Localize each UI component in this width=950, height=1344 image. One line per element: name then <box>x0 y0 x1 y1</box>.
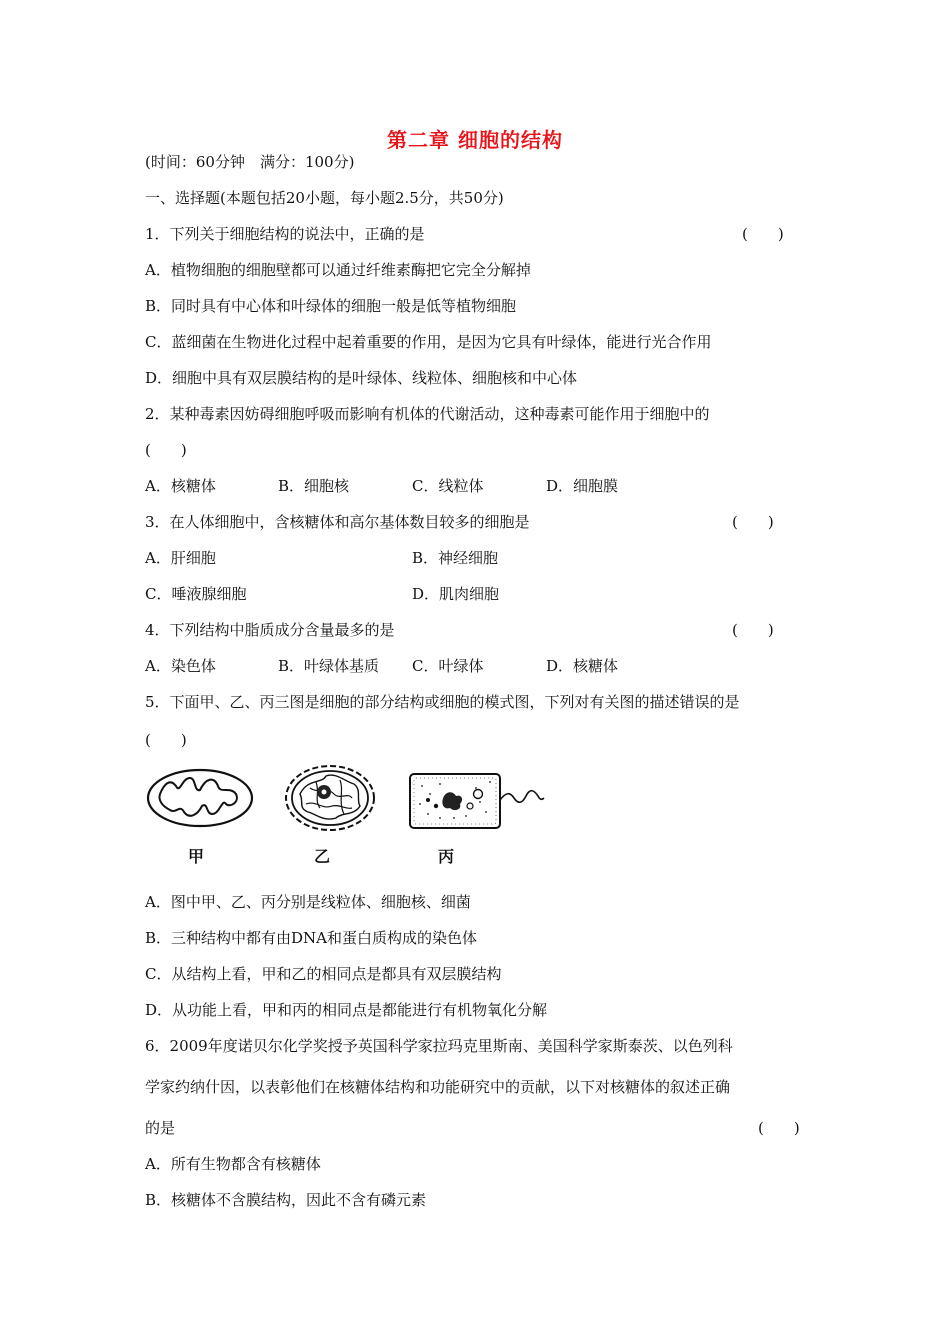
question-4-stem: 4．下列结构中脂质成分含量最多的是 <box>145 621 395 639</box>
figure-label-jia: 甲 <box>188 847 205 866</box>
question-3-option-b: B．神经细胞 <box>412 549 499 567</box>
question-3-option-a: A．肝细胞 <box>145 549 216 567</box>
question-5-option-a: A．图中甲、乙、丙分别是线粒体、细胞核、细菌 <box>145 893 471 911</box>
question-1-option-b: B．同时具有中心体和叶绿体的细胞一般是低等植物细胞 <box>145 297 517 315</box>
question-1-option-c: C．蓝细菌在生物进化过程中起着重要的作用，是因为它具有叶绿体，能进行光合作用 <box>145 333 712 351</box>
exam-meta: (时间：60分钟 满分：100分) <box>145 153 355 171</box>
question-3-option-c: C．唾液腺细胞 <box>145 585 247 603</box>
question-2-option-c: C．线粒体 <box>412 477 484 495</box>
question-2-stem: 2．某种毒素因妨碍细胞呼吸而影响有机体的代谢活动，这种毒素可能作用于细胞中的 <box>145 405 710 423</box>
question-5-option-d: D．从功能上看，甲和丙的相同点是都能进行有机物氧化分解 <box>145 1001 548 1019</box>
bacterium-drawing <box>410 774 544 828</box>
question-3-option-d: D．肌肉细胞 <box>412 585 500 603</box>
question-6-option-b: B．核糖体不含膜结构，因此不含有磷元素 <box>145 1191 427 1209</box>
nucleus-drawing <box>286 766 374 830</box>
question-4-option-b: B．叶绿体基质 <box>278 657 380 675</box>
question-5-option-b: B．三种结构中都有由DNA和蛋白质构成的染色体 <box>145 929 478 947</box>
answer-bracket: ( ) <box>732 513 774 531</box>
question-2-option-b: B．细胞核 <box>278 477 350 495</box>
answer-bracket: ( ) <box>758 1119 800 1137</box>
question-3-stem: 3．在人体细胞中，含核糖体和高尔基体数目较多的细胞是 <box>145 513 530 531</box>
figure-label-bing: 丙 <box>438 847 455 866</box>
cell-structure-figure <box>140 764 560 870</box>
page-title: 第二章 细胞的结构 <box>387 128 563 152</box>
answer-bracket: ( ) <box>145 731 187 749</box>
question-1-option-a: A．植物细胞的细胞壁都可以通过纤维素酶把它完全分解掉 <box>145 261 531 279</box>
answer-bracket: ( ) <box>732 621 774 639</box>
question-2-option-d: D．细胞膜 <box>546 477 619 495</box>
question-1-option-d: D．细胞中具有双层膜结构的是叶绿体、线粒体、细胞核和中心体 <box>145 369 578 387</box>
question-5-option-c: C．从结构上看，甲和乙的相同点是都具有双层膜结构 <box>145 965 502 983</box>
question-2-option-a: A．核糖体 <box>145 477 216 495</box>
question-6-stem-line-3: 的是 <box>145 1119 176 1137</box>
figure-label-yi: 乙 <box>314 847 331 866</box>
section-heading: 一、选择题(本题包括20小题，每小题2.5分，共50分) <box>145 189 504 207</box>
mitochondrion-drawing <box>148 770 252 826</box>
question-6-stem-line-2: 学家约纳什因，以表彰他们在核糖体结构和功能研究中的贡献，以下对核糖体的叙述正确 <box>145 1078 731 1096</box>
question-4-option-c: C．叶绿体 <box>412 657 484 675</box>
question-6-option-a: A．所有生物都含有核糖体 <box>145 1155 321 1173</box>
question-6-stem-line-1: 6．2009年度诺贝尔化学奖授予英国科学家拉玛克里斯南、美国科学家斯泰茨、以色列科 <box>145 1037 733 1055</box>
question-5-stem: 5．下面甲、乙、丙三图是细胞的部分结构或细胞的模式图，下列对有关图的描述错误的是 <box>145 693 740 711</box>
question-4-option-a: A．染色体 <box>145 657 216 675</box>
question-1-stem: 1．下列关于细胞结构的说法中，正确的是 <box>145 225 425 243</box>
figure-drawings <box>140 764 560 834</box>
answer-bracket: ( ) <box>742 225 784 243</box>
answer-bracket: ( ) <box>145 441 187 459</box>
question-4-option-d: D．核糖体 <box>546 657 619 675</box>
